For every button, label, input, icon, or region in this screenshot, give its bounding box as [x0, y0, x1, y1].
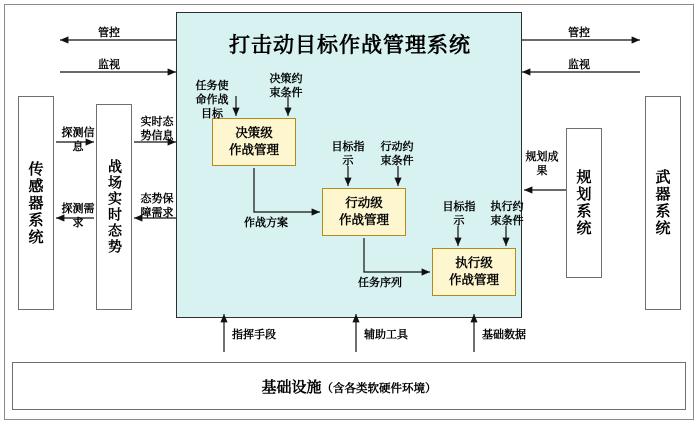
center-panel-title: 打击动目标作战管理系统: [229, 33, 471, 57]
block-infrastructure: [12, 362, 686, 410]
block-sensor-system-label: 传感器系统: [26, 160, 45, 246]
label-detect-demand: 探测需求: [61, 202, 95, 229]
label-auxiliary-tools: 辅助工具: [364, 328, 408, 341]
level-box-decision[interactable]: [212, 118, 296, 166]
block-planning-system: [566, 128, 602, 278]
block-weapon-system: [645, 96, 681, 310]
block-battlefield-situation-label: 战场实时态势: [106, 159, 122, 255]
label-action-constraint: 行动约束条件: [380, 140, 414, 167]
label-target-instruction-1: 目标指示: [331, 140, 365, 167]
label-decision-constraint: 决策约束条件: [269, 72, 303, 99]
label-right-control: 管控: [568, 26, 590, 39]
level-box-action-line2: 作战管理: [338, 212, 389, 227]
label-mission-sequence: 任务序列: [358, 276, 402, 289]
block-planning-system-label: 规划系统: [574, 169, 593, 237]
label-execution-constraint: 执行约束条件: [490, 200, 524, 227]
label-command-means: 指挥手段: [232, 328, 276, 341]
level-box-action-line1: 行动级: [345, 195, 383, 211]
label-situation-support-demand: 态势保障需求: [140, 192, 174, 219]
level-box-execution-line2: 作战管理: [448, 272, 499, 287]
block-infrastructure-sublabel: （含各类软硬件环境）: [321, 380, 437, 395]
label-realtime-situation-info: 实时态势信息: [140, 115, 174, 142]
level-box-execution-line1: 执行级: [455, 255, 493, 271]
label-right-monitor: 监视: [568, 58, 590, 71]
label-detect-info: 探测信息: [61, 126, 95, 153]
label-left-control: 管控: [98, 26, 120, 39]
label-planning-result: 规划成果: [525, 150, 559, 177]
label-left-monitor: 监视: [98, 58, 120, 71]
level-box-action[interactable]: [322, 188, 406, 236]
level-box-decision-line2: 作战管理: [228, 142, 279, 157]
block-infrastructure-label: 基础设施: [261, 377, 322, 396]
label-basic-data: 基础数据: [482, 328, 526, 341]
level-box-decision-line1: 决策级: [235, 125, 273, 141]
block-weapon-system-label: 武器系统: [653, 169, 672, 237]
level-box-execution[interactable]: [432, 248, 516, 296]
block-sensor-system: [18, 96, 54, 310]
block-battlefield-situation: [96, 104, 132, 310]
label-operation-plan: 作战方案: [244, 216, 288, 229]
label-target-instruction-2: 目标指示: [442, 200, 476, 227]
label-mission-objective: 任务使命作战目标: [195, 79, 229, 120]
